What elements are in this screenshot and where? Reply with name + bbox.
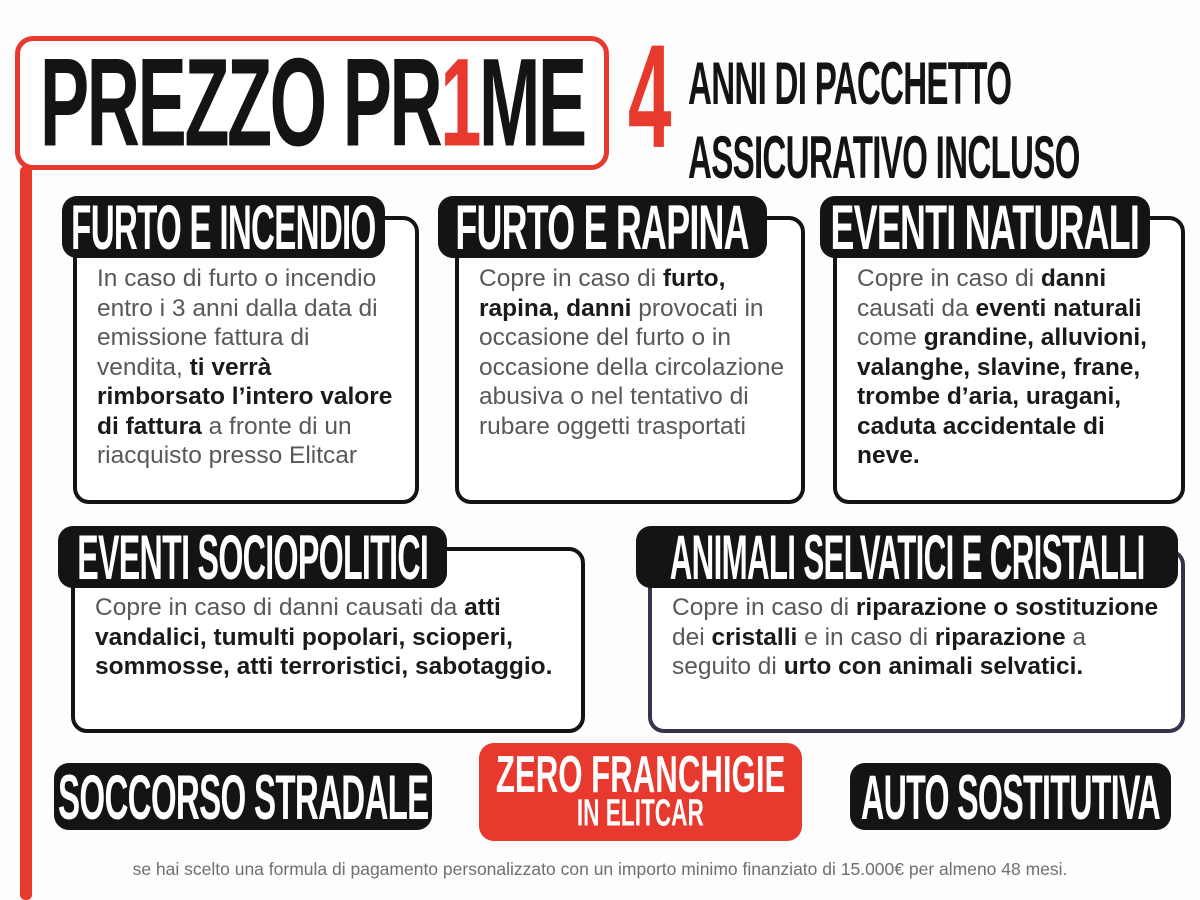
subtitle-line-1: ANNI DI PACCHETTO — [688, 48, 1012, 118]
card-animali-cristalli-title: ANIMALI SELVATICI E CRISTALLI — [669, 521, 1145, 593]
card-eventi-naturali-title-badge — [820, 191, 1150, 263]
badge-auto-sostitutiva — [850, 760, 1171, 833]
card-animali-cristalli-title-badge — [636, 521, 1178, 593]
badge-zero-franchigie — [479, 743, 802, 841]
title-red-digit: 1 — [439, 32, 479, 173]
card-animali-cristalli-body: Copre in caso di riparazione o sostituzione dei cristalli e in caso di riparazione a seguito di urto con animali selvatici. — [672, 594, 1159, 680]
card-furto-incendio-title-badge — [62, 191, 385, 263]
footnote: se hai scelto una formula di pagamento personalizzato con un importo minimo finanziato di 15.000€ per almeno 48 mesi. — [132, 859, 1068, 879]
years-number: 4 — [628, 15, 672, 179]
badge-zero-franchigie-line1: ZERO FRANCHIGIE — [495, 746, 786, 804]
card-eventi-naturali-title: EVENTI NATURALI — [830, 191, 1140, 263]
title-right: ME — [478, 32, 585, 173]
badge-zero-franchigie-line2: IN ELITCAR — [577, 793, 704, 835]
badge-auto-sostitutiva-label: AUTO SOSTITUTIVA — [861, 760, 1160, 833]
badge-soccorso-stradale — [54, 760, 432, 833]
subtitle-line-2: ASSICURATIVO INCLUSO — [688, 122, 1080, 192]
badge-soccorso-stradale-label: SOCCORSO STRADALE — [57, 760, 429, 833]
card-eventi-sociopolitici-title-badge — [58, 521, 447, 593]
card-furto-incendio-body: In caso di furto o incendio entro i 3 anni dalla data di emissione fattura di vendita, ti verrà rimborsato l’intero valore di fattura a fronte di un riacquisto presso Elitcar — [97, 265, 393, 469]
title-left: PREZZO PR — [39, 32, 440, 173]
card-furto-rapina-title-badge — [438, 191, 767, 263]
title-box — [15, 32, 609, 173]
header-subtitle — [688, 46, 1080, 194]
red-accent-line — [20, 166, 32, 900]
card-eventi-sociopolitici-body: Copre in caso di danni causati da atti vandalici, tumulti popolari, scioperi, sommosse, atti terroristici, sabotaggio. — [95, 594, 553, 680]
card-furto-rapina-body: Copre in caso di furto, rapina, danni provocati in occasione del furto o in occasione della circolazione abusiva o nel tentativo di rubare oggetti trasportati — [479, 265, 785, 440]
card-furto-rapina-title: FURTO E RAPINA — [455, 191, 750, 263]
page-title — [40, 31, 585, 176]
card-eventi-sociopolitici-title: EVENTI SOCIOPOLITICI — [77, 521, 428, 593]
card-furto-incendio-title: FURTO E INCENDIO — [71, 191, 376, 263]
card-eventi-naturali-body: Copre in caso di danni causati da eventi naturali come grandine, alluvioni, valanghe, slavine, frane, trombe d’aria, uragani, caduta accidentale di neve. — [857, 265, 1147, 469]
